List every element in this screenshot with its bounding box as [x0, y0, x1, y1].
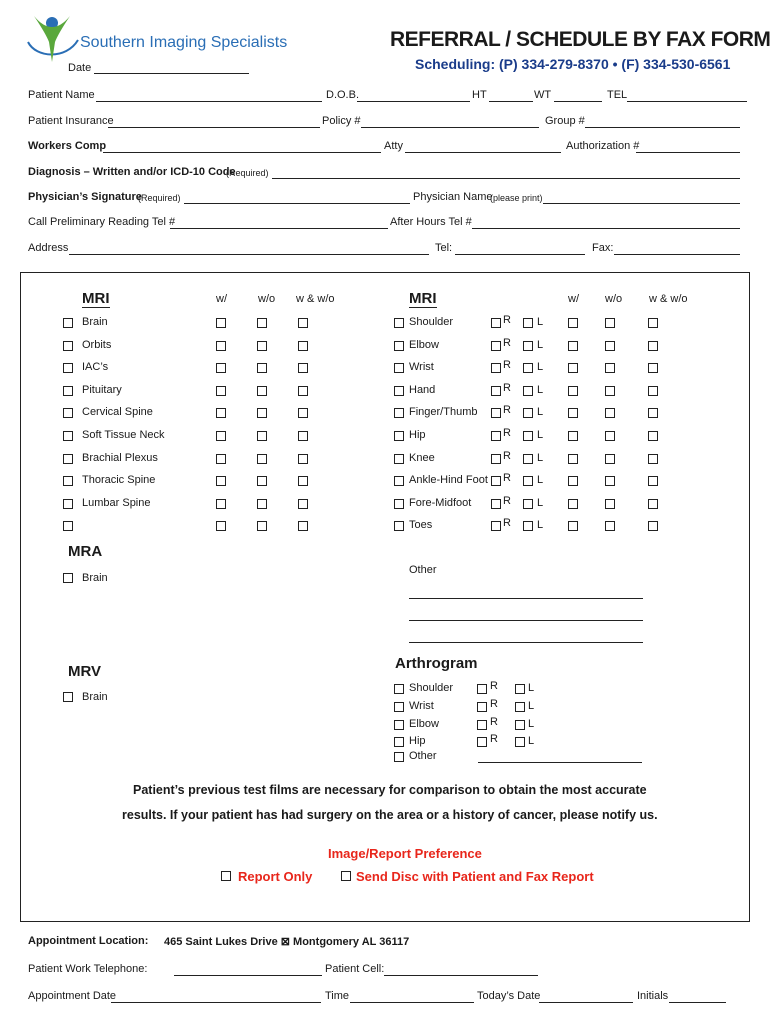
mri-right-row-label: Toes [409, 519, 433, 531]
mri-right-r-checkbox[interactable] [491, 341, 501, 351]
mri-right-w-checkbox[interactable] [568, 499, 578, 509]
policy-field[interactable] [361, 127, 539, 128]
arthro-r-label: R [490, 680, 498, 692]
dob-label: D.O.B. [326, 89, 360, 101]
mri-right-r-label: R [503, 495, 511, 507]
mra-brain-checkbox[interactable] [63, 573, 73, 583]
mri-right-w-checkbox[interactable] [568, 386, 578, 396]
preference-title: Image/Report Preference [328, 846, 482, 861]
mri-right-wo-checkbox[interactable] [605, 431, 615, 441]
mri-right-r-label: R [503, 337, 511, 349]
mri-right-r-checkbox[interactable] [491, 499, 501, 509]
mri-right-r-label: R [503, 517, 511, 529]
mri-left-row-checkbox[interactable] [63, 363, 73, 373]
group-label: Group # [545, 115, 585, 127]
other-label: Other [409, 564, 437, 576]
mri-right-row-label: Wrist [409, 361, 434, 373]
mri-right-r-checkbox[interactable] [491, 408, 501, 418]
mri-left-wo-checkbox[interactable] [257, 521, 267, 531]
mri-right-row-checkbox[interactable] [394, 318, 404, 328]
mri-left-w-checkbox[interactable] [216, 341, 226, 351]
mri-right-row-checkbox[interactable] [394, 454, 404, 464]
wt-label: WT [534, 89, 552, 101]
mri-right-w-checkbox[interactable] [568, 476, 578, 486]
time-label: Time [325, 990, 350, 1002]
physician-signature-label: Physician’s Signature [28, 191, 142, 203]
cell-field[interactable] [384, 975, 538, 976]
mri-left-w-checkbox[interactable] [216, 499, 226, 509]
mri-right-wwo-checkbox[interactable] [648, 386, 658, 396]
arthro-l-label: L [528, 682, 535, 694]
tel-field[interactable] [627, 101, 747, 102]
mri-right-row-label: Fore-Midfoot [409, 497, 472, 509]
mri-left-wwo-checkbox[interactable] [298, 408, 308, 418]
arthro-l-checkbox[interactable] [515, 720, 525, 730]
work-tel-label: Patient Work Telephone: [28, 963, 148, 975]
mri-right-wo-checkbox[interactable] [605, 363, 615, 373]
arthro-l-checkbox[interactable] [515, 702, 525, 712]
mri-right-l-checkbox[interactable] [523, 431, 533, 441]
mri-right-wwo-checkbox[interactable] [648, 363, 658, 373]
mri-left-row-label: Pituitary [82, 384, 122, 396]
mri-right-l-checkbox[interactable] [523, 454, 533, 464]
send-disc-checkbox[interactable] [341, 871, 351, 881]
mri-right-wwo-checkbox[interactable] [648, 431, 658, 441]
date-field[interactable] [94, 73, 249, 74]
mri-left-wwo-checkbox[interactable] [298, 363, 308, 373]
mri-right-l-label: L [537, 497, 544, 509]
mri-right-row-label: Knee [409, 452, 435, 464]
mri-left-w-checkbox[interactable] [216, 476, 226, 486]
mri-left-row-checkbox[interactable] [63, 318, 73, 328]
address-tel-label: Tel: [435, 242, 453, 254]
mri-left-wo-checkbox[interactable] [257, 408, 267, 418]
mri-left-row-checkbox[interactable] [63, 454, 73, 464]
mri-right-r-label: R [503, 427, 511, 439]
mri-right-l-checkbox[interactable] [523, 363, 533, 373]
mri-right-wwo-checkbox[interactable] [648, 408, 658, 418]
fax-label: Fax: [592, 242, 614, 254]
tel-label: TEL [607, 89, 628, 101]
mri-right-wo-checkbox[interactable] [605, 476, 615, 486]
arthro-r-checkbox[interactable] [477, 737, 487, 747]
address-label: Address [28, 242, 69, 254]
mri-right-row-label: Hip [409, 429, 426, 441]
mri-right-l-label: L [537, 519, 544, 531]
mri-left-wwo-checkbox[interactable] [298, 431, 308, 441]
mri-right-l-label: L [537, 339, 544, 351]
mri-left-row-checkbox[interactable] [63, 431, 73, 441]
mri-right-r-label: R [503, 472, 511, 484]
patient-name-label: Patient Name [28, 89, 95, 101]
arthro-other-field[interactable] [478, 762, 642, 763]
workers-comp-field[interactable] [103, 152, 381, 153]
notice-line-1: Patient’s previous test films are necessary for comparison to obtain the most accurate [133, 783, 647, 797]
mri-right-w-checkbox[interactable] [568, 363, 578, 373]
mri-right-col-w: w/ [568, 293, 579, 305]
mri-right-wwo-checkbox[interactable] [648, 454, 658, 464]
mri-right-r-checkbox[interactable] [491, 454, 501, 464]
physician-name-label: Physician Name [413, 191, 493, 203]
mri-left-row-checkbox[interactable] [63, 408, 73, 418]
arthro-l-label: L [528, 735, 535, 747]
mrv-brain-checkbox[interactable] [63, 692, 73, 702]
other-line-2[interactable] [409, 620, 643, 621]
todays-date-field[interactable] [539, 1002, 633, 1003]
mri-right-row-checkbox[interactable] [394, 408, 404, 418]
arthro-row-label: Elbow [409, 718, 439, 730]
diagnosis-field[interactable] [272, 178, 740, 179]
arthro-r-label: R [490, 716, 498, 728]
mri-left-title: MRI [82, 290, 110, 307]
work-tel-field[interactable] [174, 975, 322, 976]
mri-right-wo-checkbox[interactable] [605, 521, 615, 531]
mri-right-r-checkbox[interactable] [491, 521, 501, 531]
form-title: REFERRAL / SCHEDULE BY FAX FORM [390, 28, 770, 51]
fax-field[interactable] [614, 254, 740, 255]
other-line-1[interactable] [409, 598, 643, 599]
arthro-row-checkbox[interactable] [394, 684, 404, 694]
mri-left-wo-checkbox[interactable] [257, 431, 267, 441]
mri-left-wwo-checkbox[interactable] [298, 499, 308, 509]
appointment-location-label: Appointment Location: [28, 935, 149, 947]
mri-right-row-label: Ankle-Hind Foot [409, 474, 488, 486]
mri-left-row-label: Orbits [82, 339, 112, 351]
mri-right-l-checkbox[interactable] [523, 521, 533, 531]
mri-left-wo-checkbox[interactable] [257, 363, 267, 373]
dob-field[interactable] [357, 101, 470, 102]
mri-right-w-checkbox[interactable] [568, 408, 578, 418]
mri-left-row-label: IAC’s [82, 361, 109, 373]
arthro-r-label: R [490, 698, 498, 710]
physician-name-field[interactable] [543, 203, 740, 204]
arthro-row-checkbox[interactable] [394, 737, 404, 747]
mri-right-l-label: L [537, 474, 544, 486]
arthrogram-title: Arthrogram [395, 655, 478, 672]
mri-right-wo-checkbox[interactable] [605, 341, 615, 351]
mri-right-row-checkbox[interactable] [394, 341, 404, 351]
mri-right-l-checkbox[interactable] [523, 476, 533, 486]
arthro-r-label: R [490, 733, 498, 745]
after-hours-field[interactable] [472, 228, 740, 229]
group-field[interactable] [585, 127, 740, 128]
arthro-row-checkbox[interactable] [394, 720, 404, 730]
mri-left-row-label: Brachial Plexus [82, 452, 158, 464]
mri-left-row-label: Cervical Spine [82, 406, 153, 418]
mri-left-col-wwo: w & w/o [296, 293, 335, 305]
mri-right-wo-checkbox[interactable] [605, 454, 615, 464]
mrv-brain-label: Brain [82, 691, 108, 703]
mri-right-r-label: R [503, 382, 511, 394]
mri-right-l-label: L [537, 316, 544, 328]
mri-right-l-checkbox[interactable] [523, 318, 533, 328]
mri-left-row-checkbox[interactable] [63, 521, 73, 531]
mri-right-l-label: L [537, 361, 544, 373]
mri-right-row-label: Hand [409, 384, 436, 396]
physician-signature-field[interactable] [184, 203, 410, 204]
mri-right-row-label: Shoulder [409, 316, 454, 328]
mri-left-wo-checkbox[interactable] [257, 318, 267, 328]
mri-right-wwo-checkbox[interactable] [648, 499, 658, 509]
mri-right-wwo-checkbox[interactable] [648, 318, 658, 328]
address-tel-field[interactable] [455, 254, 585, 255]
mri-left-wo-checkbox[interactable] [257, 499, 267, 509]
mri-right-col-wo: w/o [605, 293, 623, 305]
mri-left-row-checkbox[interactable] [63, 499, 73, 509]
mri-right-r-checkbox[interactable] [491, 431, 501, 441]
mri-right-l-label: L [537, 384, 544, 396]
mri-right-row-label: Elbow [409, 339, 439, 351]
wt-field[interactable] [554, 101, 602, 102]
mri-left-wo-checkbox[interactable] [257, 454, 267, 464]
mri-right-wwo-checkbox[interactable] [648, 521, 658, 531]
cell-label: Patient Cell: [325, 963, 385, 975]
mrv-title: MRV [68, 663, 102, 680]
ht-label: HT [472, 89, 487, 101]
mri-right-r-label: R [503, 404, 511, 416]
send-disc-label: Send Disc with Patient and Fax Report [356, 869, 594, 884]
mri-right-title: MRI [409, 290, 437, 307]
mri-right-r-checkbox[interactable] [491, 318, 501, 328]
mri-right-r-checkbox[interactable] [491, 363, 501, 373]
arthro-row-label: Shoulder [409, 682, 454, 694]
mri-right-l-checkbox[interactable] [523, 386, 533, 396]
patient-name-field[interactable] [96, 101, 322, 102]
mri-left-w-checkbox[interactable] [216, 454, 226, 464]
mri-left-wwo-checkbox[interactable] [298, 341, 308, 351]
diagnosis-required: (Required) [226, 168, 269, 178]
atty-label: Atty [384, 140, 403, 152]
mri-right-row-checkbox[interactable] [394, 363, 404, 373]
insurance-label: Patient Insurance [28, 115, 114, 127]
mra-brain-label: Brain [82, 572, 108, 584]
workers-comp-label: Workers Comp [28, 140, 107, 152]
mri-right-w-checkbox[interactable] [568, 521, 578, 531]
mri-right-r-label: R [503, 359, 511, 371]
authorization-label: Authorization # [566, 140, 640, 152]
ht-field[interactable] [489, 101, 533, 102]
arthro-l-checkbox[interactable] [515, 684, 525, 694]
mri-left-wwo-checkbox[interactable] [298, 521, 308, 531]
arthro-row-label: Wrist [409, 700, 434, 712]
mri-right-row-checkbox[interactable] [394, 431, 404, 441]
mri-right-wo-checkbox[interactable] [605, 499, 615, 509]
initials-label: Initials [637, 990, 669, 1002]
mri-right-w-checkbox[interactable] [568, 431, 578, 441]
mri-left-w-checkbox[interactable] [216, 318, 226, 328]
mri-right-row-checkbox[interactable] [394, 521, 404, 531]
mri-right-r-label: R [503, 314, 511, 326]
arthro-l-label: L [528, 718, 535, 730]
mri-left-wwo-checkbox[interactable] [298, 476, 308, 486]
arthro-r-checkbox[interactable] [477, 684, 487, 694]
date-label: Date [68, 62, 92, 74]
mra-title: MRA [68, 543, 103, 560]
please-print: (please print) [490, 193, 543, 203]
mri-left-w-checkbox[interactable] [216, 431, 226, 441]
call-reading-label: Call Preliminary Reading Tel # [28, 216, 176, 228]
report-only-checkbox[interactable] [221, 871, 231, 881]
mri-left-w-checkbox[interactable] [216, 386, 226, 396]
mri-right-wo-checkbox[interactable] [605, 386, 615, 396]
appointment-date-label: Appointment Date [28, 990, 117, 1002]
mri-right-row-label: Finger/Thumb [409, 406, 478, 418]
time-field[interactable] [350, 1002, 474, 1003]
arthro-l-checkbox[interactable] [515, 737, 525, 747]
atty-field[interactable] [405, 152, 561, 153]
mri-left-wwo-checkbox[interactable] [298, 318, 308, 328]
mri-left-wo-checkbox[interactable] [257, 341, 267, 351]
logo-text: Southern Imaging Specialists [80, 34, 288, 51]
mri-right-l-label: L [537, 429, 544, 441]
mri-left-w-checkbox[interactable] [216, 521, 226, 531]
mri-left-col-wo: w/o [258, 293, 276, 305]
report-only-label: Report Only [238, 869, 313, 884]
call-reading-field[interactable] [170, 228, 388, 229]
mri-right-l-checkbox[interactable] [523, 341, 533, 351]
insurance-field[interactable] [108, 127, 320, 128]
mri-right-row-checkbox[interactable] [394, 499, 404, 509]
arthro-l-label: L [528, 700, 535, 712]
policy-label: Policy # [322, 115, 361, 127]
mri-left-w-checkbox[interactable] [216, 408, 226, 418]
other-line-3[interactable] [409, 642, 643, 643]
mri-right-row-checkbox[interactable] [394, 386, 404, 396]
logo [22, 10, 82, 66]
mri-right-row-checkbox[interactable] [394, 476, 404, 486]
mri-right-wwo-checkbox[interactable] [648, 476, 658, 486]
mri-left-row-label: Soft Tissue Neck [82, 429, 165, 441]
diagnosis-label: Diagnosis – Written and/or ICD-10 Code [28, 166, 236, 178]
appointment-date-field[interactable] [111, 1002, 321, 1003]
after-hours-label: After Hours Tel # [390, 216, 472, 228]
todays-date-label: Today’s Date [477, 990, 541, 1002]
exam-selection-box [20, 272, 750, 922]
arthro-r-checkbox[interactable] [477, 720, 487, 730]
address-field[interactable] [69, 254, 429, 255]
mri-right-l-label: L [537, 406, 544, 418]
mri-left-row-checkbox[interactable] [63, 476, 73, 486]
arthro-row-label: Hip [409, 735, 426, 747]
mri-left-row-checkbox[interactable] [63, 386, 73, 396]
notice-line-2: results. If your patient has had surgery on the area or a history of cancer, please notify us. [122, 808, 658, 822]
arthro-row-checkbox[interactable] [394, 702, 404, 712]
arthro-other-label: Other [409, 750, 437, 762]
scheduling-phone: Scheduling: (P) 334-279-8370 • (F) 334-530-6561 [415, 56, 731, 72]
arthro-other-checkbox[interactable] [394, 752, 404, 762]
mri-left-wo-checkbox[interactable] [257, 386, 267, 396]
mri-left-wwo-checkbox[interactable] [298, 454, 308, 464]
mri-left-wo-checkbox[interactable] [257, 476, 267, 486]
mri-right-l-label: L [537, 452, 544, 464]
mri-right-wo-checkbox[interactable] [605, 318, 615, 328]
signature-required: (Required) [138, 193, 181, 203]
mri-right-wwo-checkbox[interactable] [648, 341, 658, 351]
initials-field[interactable] [669, 1002, 726, 1003]
mri-left-wwo-checkbox[interactable] [298, 386, 308, 396]
mri-left-row-label: Lumbar Spine [82, 497, 151, 509]
mri-right-w-checkbox[interactable] [568, 454, 578, 464]
mri-right-w-checkbox[interactable] [568, 318, 578, 328]
mri-right-wo-checkbox[interactable] [605, 408, 615, 418]
mri-right-r-checkbox[interactable] [491, 386, 501, 396]
authorization-field[interactable] [636, 152, 740, 153]
mri-left-row-label: Thoracic Spine [82, 474, 156, 486]
mri-right-l-checkbox[interactable] [523, 408, 533, 418]
mri-left-col-w: w/ [216, 293, 227, 305]
mri-right-col-wwo: w & w/o [649, 293, 688, 305]
mri-left-w-checkbox[interactable] [216, 363, 226, 373]
mri-left-row-label: Brain [82, 316, 108, 328]
mri-right-r-label: R [503, 450, 511, 462]
arthro-r-checkbox[interactable] [477, 702, 487, 712]
mri-left-row-checkbox[interactable] [63, 341, 73, 351]
appointment-location-value: 465 Saint Lukes Drive ⊠ Montgomery AL 36117 [164, 936, 410, 948]
mri-right-w-checkbox[interactable] [568, 341, 578, 351]
mri-right-r-checkbox[interactable] [491, 476, 501, 486]
mri-right-l-checkbox[interactable] [523, 499, 533, 509]
